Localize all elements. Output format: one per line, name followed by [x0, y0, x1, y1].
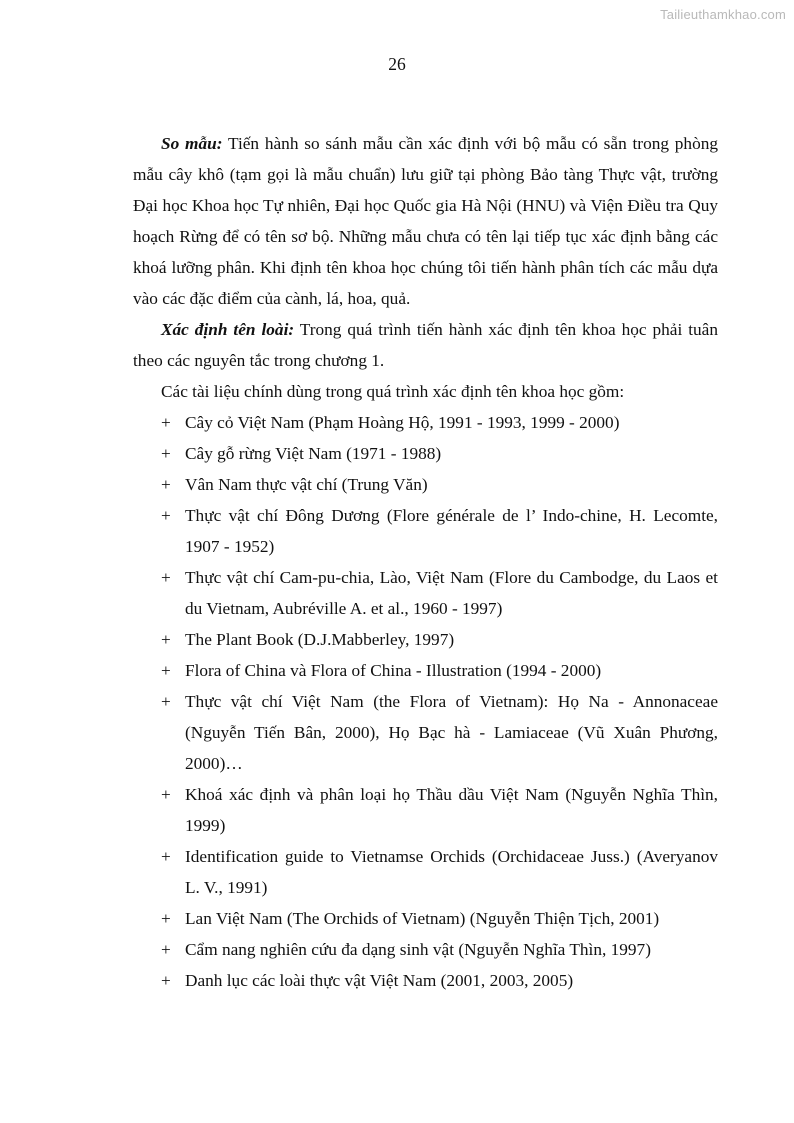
list-item — [133, 655, 718, 686]
bullet-plus: + — [161, 475, 171, 494]
bullet-plus: + — [161, 847, 171, 866]
list-item — [133, 500, 718, 562]
reference-text: Thực vật chí Cam-pu-chia, Lào, Việt Nam (Flore du Cambodge, du Laos et du Vietnam, Aubréville A. et al., 1960 - 1997) — [185, 568, 718, 618]
bullet-plus: + — [161, 692, 171, 711]
bullet-plus: + — [161, 630, 171, 649]
page-number: 26 — [388, 54, 406, 74]
document-body — [133, 128, 718, 996]
paragraph-lead: So mẫu: — [161, 134, 223, 153]
bullet-plus: + — [161, 413, 171, 432]
reference-text: Cây cỏ Việt Nam (Phạm Hoàng Hộ, 1991 - 1993, 1999 - 2000) — [185, 413, 620, 432]
bullet-plus: + — [161, 661, 171, 680]
reference-text: Identification guide to Vietnamse Orchids (Orchidaceae Juss.) (Averyanov L. V., 1991) — [185, 847, 718, 897]
list-item — [133, 903, 718, 934]
list-item — [133, 562, 718, 624]
list-intro: Các tài liệu chính dùng trong quá trình xác định tên khoa học gồm: — [161, 382, 625, 401]
reference-text: Thực vật chí Đông Dương (Flore générale de l’ Indo-chine, H. Lecomte, 1907 - 1952) — [185, 506, 718, 556]
watermark: Tailieuthamkhao.com — [660, 7, 786, 22]
bullet-plus: + — [161, 971, 171, 990]
bullet-plus: + — [161, 506, 171, 525]
list-item — [133, 686, 718, 779]
list-item — [133, 624, 718, 655]
reference-list — [133, 407, 718, 996]
list-item — [133, 438, 718, 469]
paragraph-xac-dinh-ten-loai — [133, 314, 718, 376]
bullet-plus: + — [161, 444, 171, 463]
reference-text: Lan Việt Nam (The Orchids of Vietnam) (Nguyễn Thiện Tịch, 2001) — [185, 909, 660, 928]
list-item — [133, 934, 718, 965]
reference-text: Thực vật chí Việt Nam (the Flora of Vietnam): Họ Na - Annonaceae (Nguyễn Tiến Bân, 2000), Họ Bạc hà - Lamiaceae (Vũ Xuân Phương, 2000)… — [185, 692, 718, 773]
reference-text: Flora of China và Flora of China - Illustration (1994 - 2000) — [185, 661, 602, 680]
paragraph-text: Tiến hành so sánh mẫu cần xác định với bộ mẫu có sẵn trong phòng mẫu cây khô (tạm gọi là mẫu chuẩn) lưu giữ tại phòng Bảo tàng Thực vật, trường Đại học Khoa học Tự nhiên, Đại học Quốc gia Hà Nội (HNU) và Viện Điều tra Quy hoạch Rừng để có tên sơ bộ. Những mẫu chưa có tên lại tiếp tục xác định bằng các khoá lưỡng phân. Khi định tên khoa học chúng tôi tiến hành phân tích các mẫu dựa vào các đặc điểm của cành, lá, hoa, quả. — [133, 134, 718, 308]
reference-text: The Plant Book (D.J.Mabberley, 1997) — [185, 630, 455, 649]
list-item — [133, 469, 718, 500]
paragraph-lead: Xác định tên loài: — [161, 320, 295, 339]
paragraph-text: Trong quá trình tiến hành xác định tên khoa học phải tuân theo các nguyên tắc trong chương 1. — [133, 320, 718, 370]
reference-text: Cây gỗ rừng Việt Nam (1971 - 1988) — [185, 444, 442, 463]
bullet-plus: + — [161, 909, 171, 928]
list-item — [133, 841, 718, 903]
reference-text: Khoá xác định và phân loại họ Thầu dầu Việt Nam (Nguyễn Nghĩa Thìn, 1999) — [185, 785, 718, 835]
bullet-plus: + — [161, 568, 171, 587]
list-item — [133, 407, 718, 438]
paragraph-so-mau — [133, 128, 718, 314]
list-item — [133, 965, 718, 996]
reference-text: Danh lục các loài thực vật Việt Nam (2001, 2003, 2005) — [185, 971, 574, 990]
reference-text: Vân Nam thực vật chí (Trung Văn) — [185, 475, 428, 494]
list-item — [133, 779, 718, 841]
reference-text: Cẩm nang nghiên cứu đa dạng sinh vật (Nguyễn Nghĩa Thìn, 1997) — [185, 940, 651, 959]
bullet-plus: + — [161, 785, 171, 804]
bullet-plus: + — [161, 940, 171, 959]
